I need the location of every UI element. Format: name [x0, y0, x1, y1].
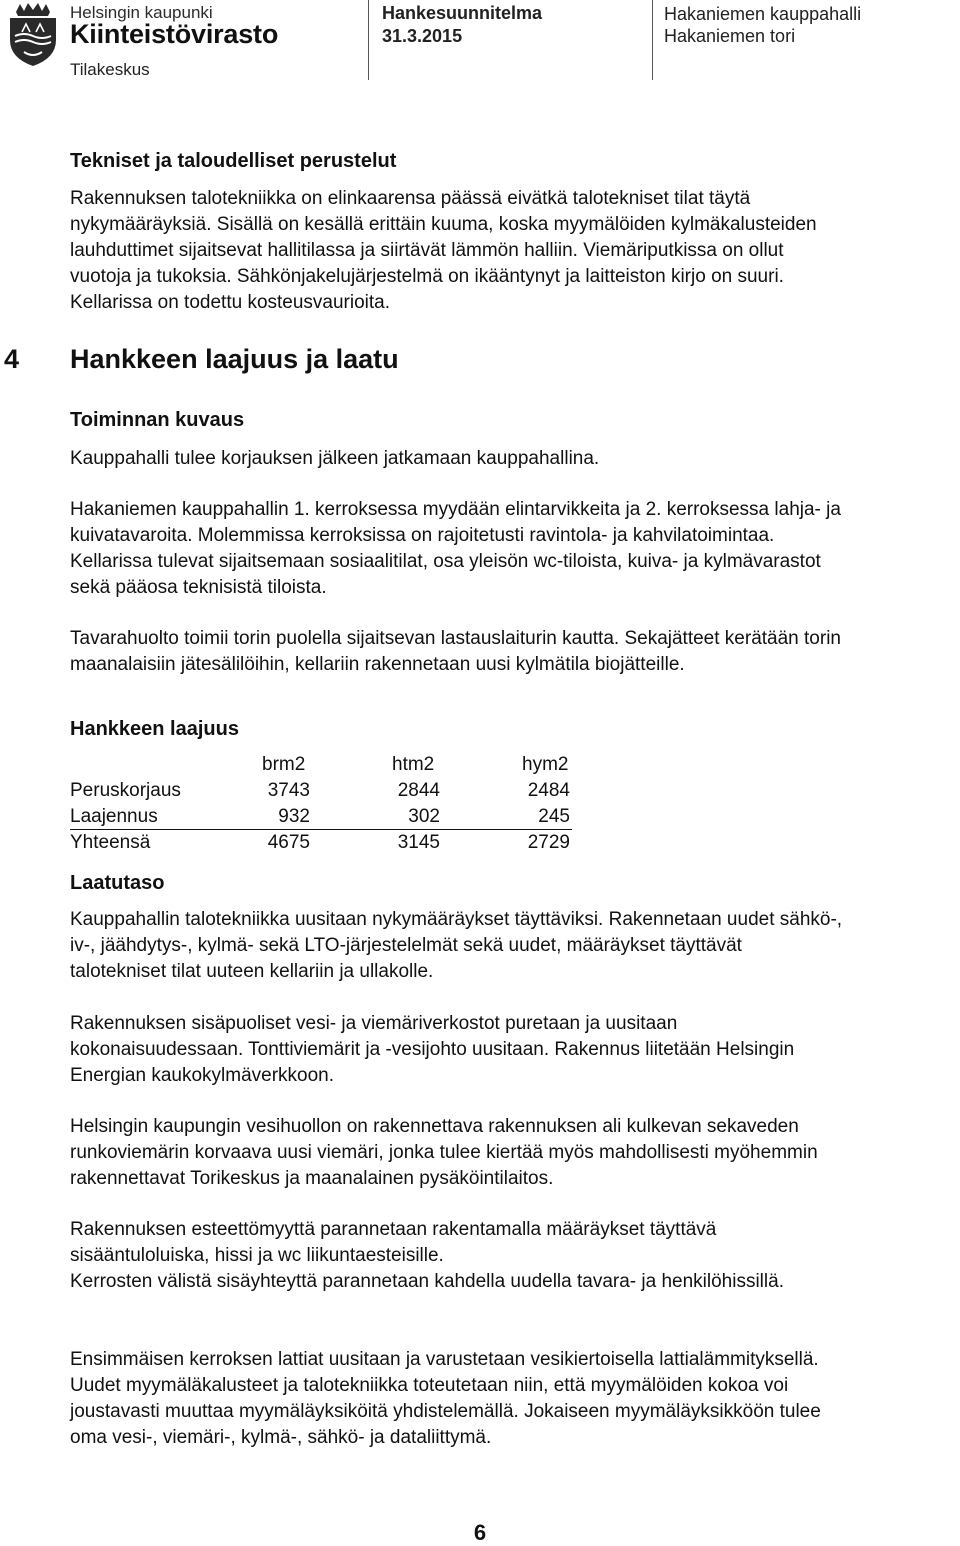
- org-department: Kiinteistövirasto: [70, 19, 279, 49]
- scope-table: [70, 754, 590, 858]
- text-line: iv-, jäähdytys-, kylmä- sekä LTO-järjestelelmät sekä uudet, määräykset täyttävät: [70, 935, 742, 956]
- text-line: Kerrosten välistä sisäyhteyttä parannetaan kahdella uudella tavara- ja henkilöhissillä.: [70, 1271, 784, 1292]
- header-divider: [652, 0, 653, 80]
- text-line: sekä pääosa teknisistä tiloista.: [70, 577, 327, 598]
- text-line: sisääntuloluiska, hissi ja wc liikuntaesteisille.: [70, 1245, 444, 1266]
- text-line: Hakaniemen kauppahallin 1. kerroksessa myydään elintarvikkeita ja 2. kerroksessa lahja- ja: [70, 499, 841, 520]
- column-header: hym2: [522, 754, 569, 775]
- table-header-row: [70, 754, 590, 780]
- text-line: Uudet myymäläkalusteet ja talotekniikka toteutetaan niin, että myymälöiden kokoa voi: [70, 1375, 789, 1396]
- text-line: Tavarahuolto toimii torin puolella sijaitsevan lastauslaiturin kautta. Sekajätteet kerätään torin: [70, 628, 841, 649]
- project-name-line2: Hakaniemen tori: [664, 26, 796, 46]
- paragraph: [70, 446, 960, 472]
- text-line: vuotoja ja tukoksia. Sähkönjakelujärjestelmä on ikääntynyt ja laitteiston kirjo on suuri.: [70, 266, 784, 287]
- paragraph: [70, 471, 960, 497]
- helsinki-crest-logo: [4, 2, 62, 68]
- text-line: runkoviemärin korvaava uusi viemäri, jonka tulee kiertää myös mahdollisesti myöhemmin: [70, 1142, 818, 1163]
- paragraph: [70, 1011, 960, 1089]
- paragraph: [70, 497, 960, 601]
- section-heading-laajuus: Hankkeen laajuus: [70, 718, 239, 740]
- org-unit: Tilakeskus: [70, 60, 150, 79]
- column-header: brm2: [262, 754, 306, 775]
- page-number: 6: [473, 1520, 487, 1545]
- cell-hym2: 2729: [527, 832, 570, 853]
- text-line: Kellarissa tulevat sijaitsemaan sosiaalitilat, osa yleisön wc-tiloista, kuiva- ja kylmävarastot: [70, 551, 821, 572]
- text-line: Energian kaukokylmäverkkoon.: [70, 1065, 335, 1086]
- text-line: oma vesi-, viemäri-, kylmä-, sähkö- ja dataliittymä.: [70, 1427, 492, 1448]
- cell-htm2: 3145: [397, 832, 440, 853]
- document-type: Hankesuunnitelma: [382, 3, 543, 23]
- paragraph: [70, 907, 960, 985]
- document-date: 31.3.2015: [382, 26, 463, 46]
- cell-brm2: 3743: [267, 780, 310, 801]
- row-label: Laajennus: [70, 806, 158, 827]
- text-line: Kauppahallin talotekniikka uusitaan nykymääräykset täyttäviksi. Rakennetaan uudet sähkö-,: [70, 909, 843, 930]
- text-line: talotekniset tilat uuteen kellariin ja ullakolle.: [70, 961, 434, 982]
- paragraph: [70, 1347, 960, 1451]
- text-line: Kellarissa on todettu kosteusvaurioita.: [70, 292, 391, 313]
- org-city: Helsingin kaupunki: [70, 3, 213, 22]
- text-line: Ensimmäisen kerroksen lattiat uusitaan ja varustetaan vesikiertoisella lattialämmityksellä.: [70, 1349, 819, 1370]
- text-line: kokonaisuudessaan. Tonttiviemärit ja -vesijohto uusitaan. Rakennus liitetään Helsingin: [70, 1039, 795, 1060]
- cell-brm2: 932: [278, 806, 310, 827]
- header-divider: [368, 0, 369, 80]
- section-heading-toiminta: Toiminnan kuvaus: [70, 409, 245, 431]
- chapter-number: 4: [4, 344, 20, 374]
- paragraph: [70, 626, 960, 678]
- row-label: Peruskorjaus: [70, 780, 181, 801]
- paragraph: [70, 1114, 960, 1192]
- text-line: Rakennuksen sisäpuoliset vesi- ja viemäriverkostot puretaan ja uusitaan: [70, 1013, 678, 1034]
- section-heading-laatutaso: Laatutaso: [70, 872, 165, 894]
- text-line: maanalaisiin jätesälilöihin, kellariin rakennetaan uusi kylmätila biojätteille.: [70, 654, 685, 675]
- cell-htm2: 302: [408, 806, 440, 827]
- paragraph: [70, 1217, 960, 1295]
- column-header: htm2: [392, 754, 435, 775]
- section-heading-tech: Tekniset ja taloudelliset perustelut: [70, 150, 397, 172]
- text-line: lauhduttimet sijaitsevat hallitilassa ja siirtävät lämmön halliin. Viemäriputkissa on ollut: [70, 240, 784, 261]
- project-name-line1: Hakaniemen kauppahalli: [664, 4, 862, 24]
- table-row: [70, 780, 590, 806]
- table-row: [70, 806, 590, 832]
- text-line: joustavasti muuttaa myymäläyksiköitä yhdistelemällä. Jokaiseen myymäläyksikköön tulee: [70, 1401, 821, 1422]
- row-label: Yhteensä: [70, 832, 151, 853]
- paragraph-tech: [70, 186, 960, 316]
- text-line: kuivatavaroita. Molemmissa kerroksissa on rajoitetusti ravintola- ja kahvilatoimintaa.: [70, 525, 775, 546]
- cell-hym2: 245: [538, 806, 570, 827]
- table-total-row: [70, 832, 590, 858]
- cell-htm2: 2844: [397, 780, 440, 801]
- text-line: nykymääräyksiä. Sisällä on kesällä erittäin kuuma, koska myymälöiden kylmäkalusteiden: [70, 214, 817, 235]
- text-line: Rakennuksen talotekniikka on elinkaarensa päässä eivätkä talotekniset tilat täytä: [70, 188, 751, 209]
- text-line: rakennettavat Torikeskus ja maanalainen pysäköintilaitos.: [70, 1168, 554, 1189]
- sum-underline: [70, 829, 572, 830]
- text-line: Kauppahalli tulee korjauksen jälkeen jatkamaan kauppahallina.: [70, 448, 600, 469]
- chapter-title: Hankkeen laajuus ja laatu: [70, 344, 399, 374]
- text-line: Helsingin kaupungin vesihuollon on rakennettava rakennuksen ali kulkevan sekaveden: [70, 1116, 799, 1137]
- text-line: Rakennuksen esteettömyyttä parannetaan rakentamalla määräykset täyttävä: [70, 1219, 717, 1240]
- cell-hym2: 2484: [527, 780, 570, 801]
- cell-brm2: 4675: [267, 832, 310, 853]
